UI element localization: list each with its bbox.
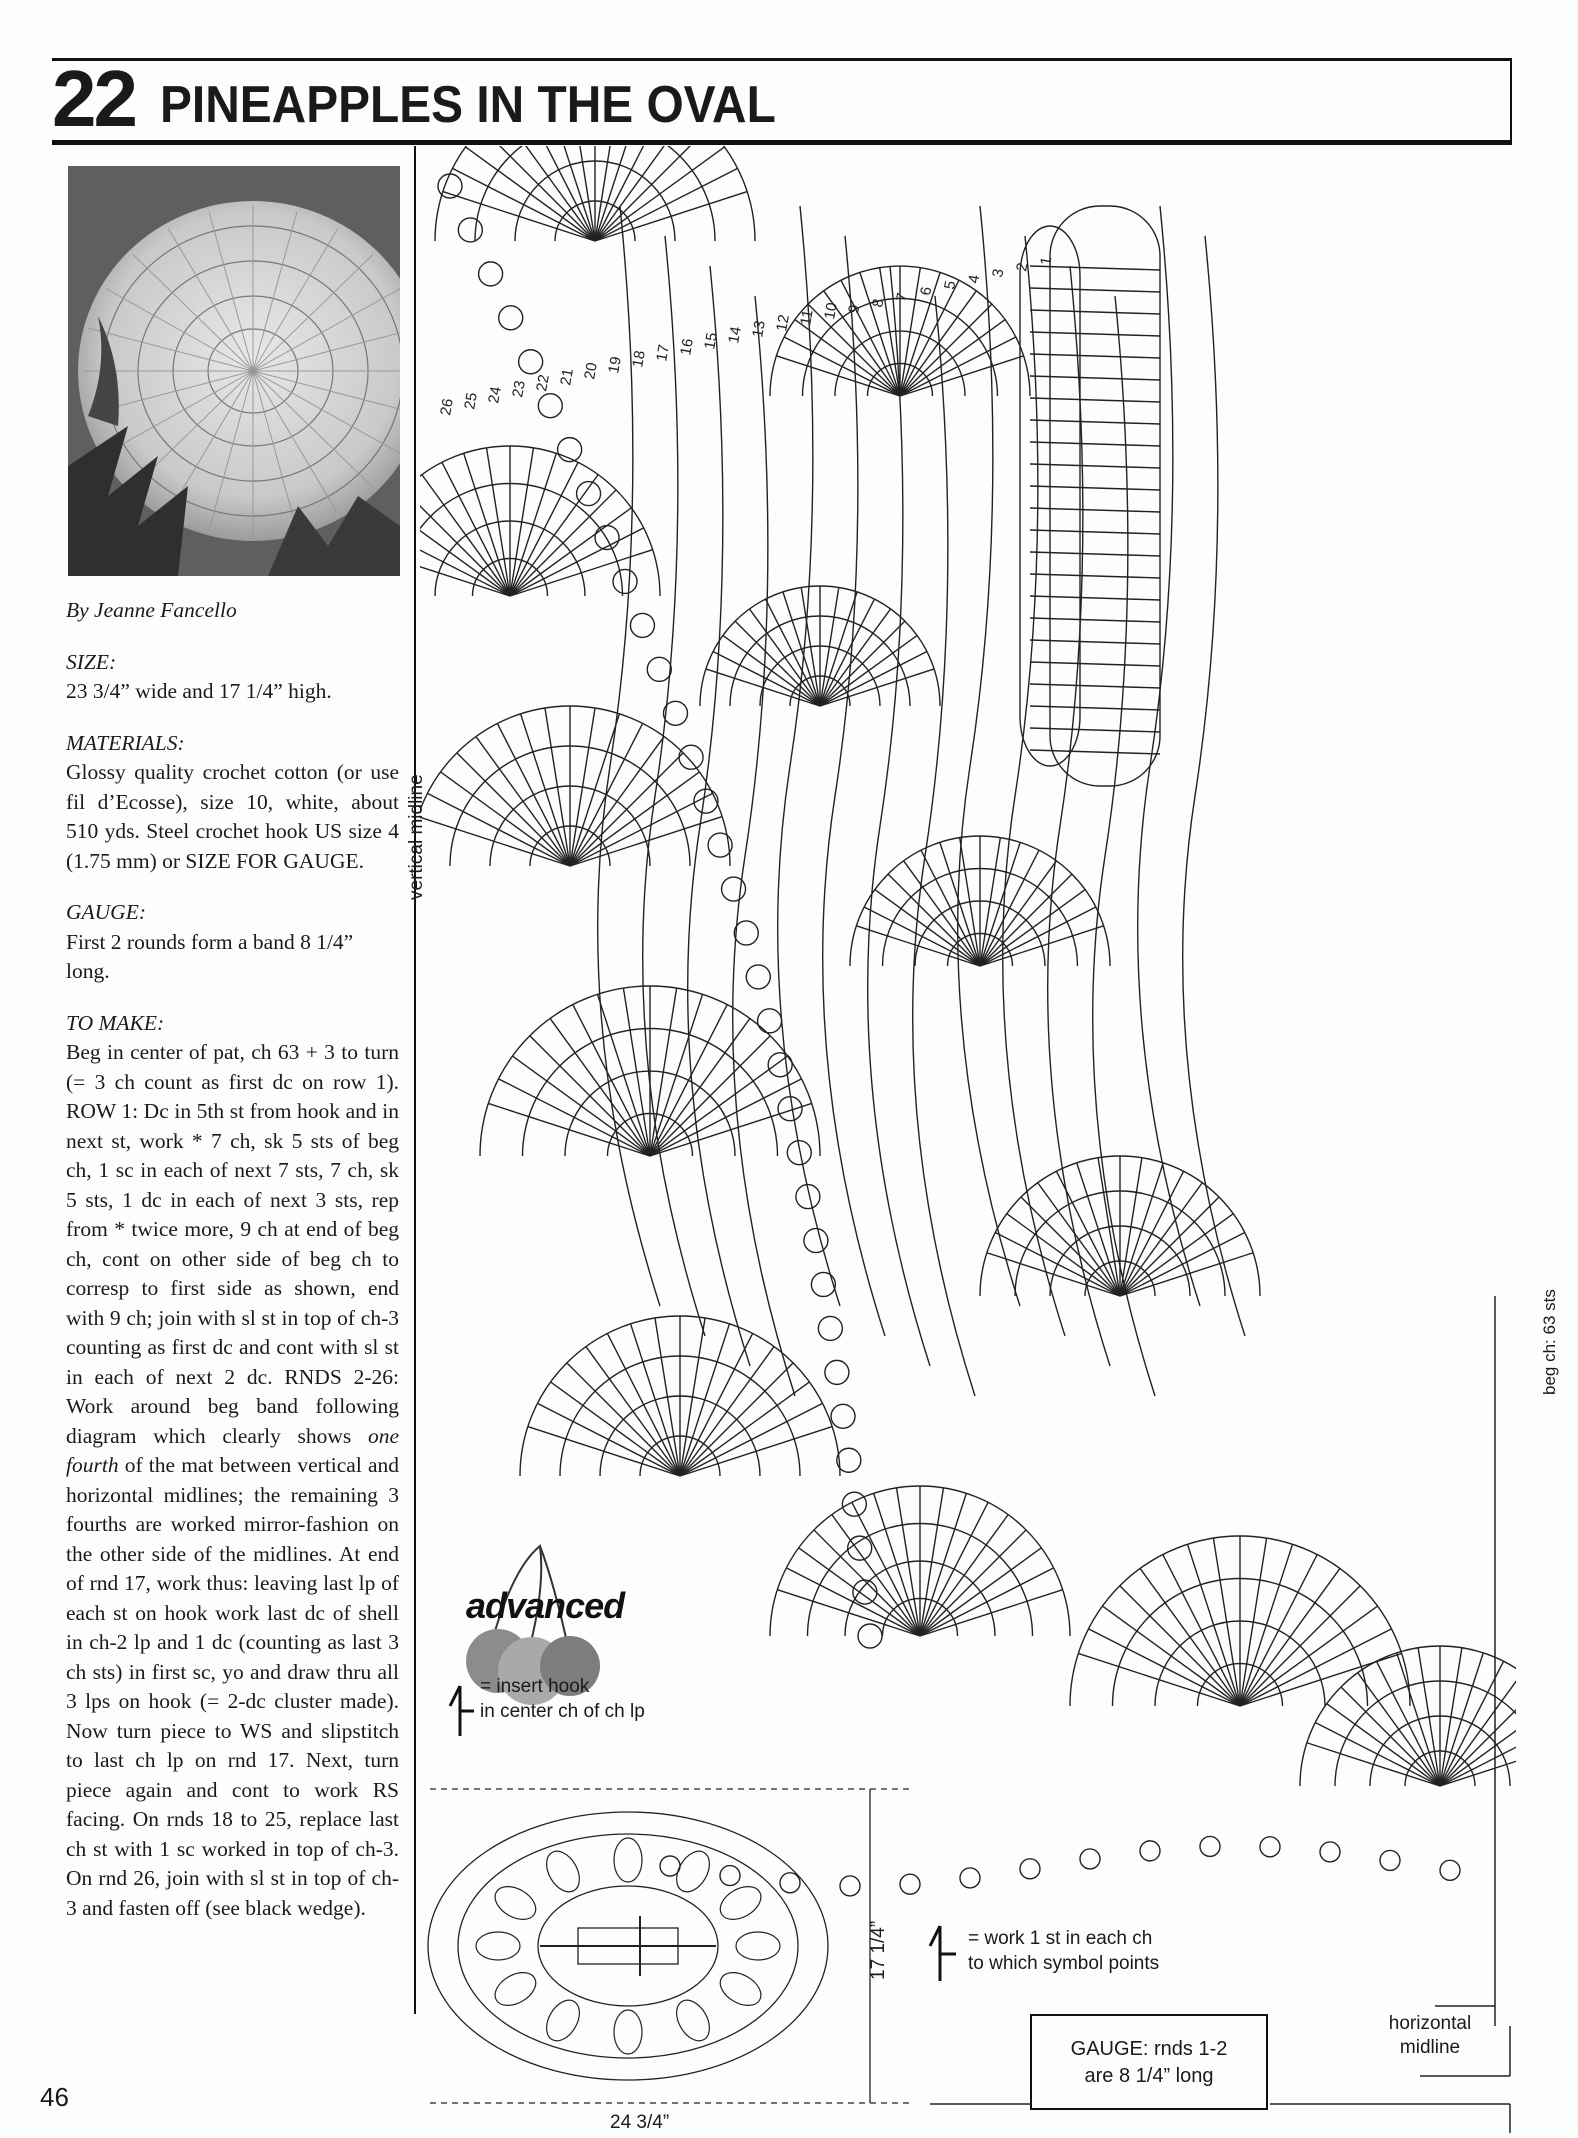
round-number: 12 — [773, 313, 793, 333]
mini-oval-diagram — [428, 1789, 910, 2103]
pattern-number: 22 — [52, 54, 135, 143]
tomake-text-2: of the mat between vertical and horizontal midlines; the remaining 3 fourths are worked mirror-fashion on the other side of the midlines. At end of rnd 17, work thus: leaving last lp of each st on hook work last dc of shell in ch-2 lp and 1 dc (counting as last 3 ch sts) in first sc, yo and draw thru all 3 lps on hook (= 2-dc cluster made). Now turn piece to WS and slipstitch to last ch lp on rnd 17. Next, turn piece again and cont to work RS facing. On rnds 18 to 25, replace last ch st with 1 sc worked in top of ch-3. On rnd 26, join with sl st in top of ch-3 and fasten off (see black wedge). — [66, 1453, 400, 1920]
round-number: 16 — [677, 337, 697, 357]
round-number: 19 — [605, 355, 625, 375]
round-number: 11 — [797, 308, 817, 327]
gauge-heading: GAUGE: — [66, 900, 147, 924]
size-heading: SIZE: — [66, 649, 117, 674]
legend-insert-line1: = insert hook — [480, 1676, 590, 1697]
round-number: 2 — [1013, 261, 1032, 273]
gauge-box-line1: GAUGE: rnds 1-2 — [1070, 2038, 1228, 2060]
round-number: 5 — [941, 279, 960, 291]
round-number: 20 — [581, 361, 601, 381]
round-number: 21 — [557, 367, 577, 387]
vertical-midline-label: vertical midline — [406, 774, 427, 900]
round-number: 24 — [485, 385, 505, 405]
round-number: 22 — [533, 373, 553, 393]
legend-insert-hook — [480, 1674, 645, 1724]
pattern-title: PINEAPPLES IN THE OVAL — [160, 76, 776, 134]
doily-photo — [68, 166, 400, 576]
page-number: 46 — [40, 2082, 69, 2112]
gauge-box — [1030, 2014, 1268, 2110]
tomake-text — [66, 1038, 399, 1923]
tomake-heading: TO MAKE: — [66, 1010, 165, 1035]
insert-hook-symbol — [450, 1686, 474, 1736]
work-each-ch-symbol — [930, 1926, 956, 1981]
gauge-text: First 2 rounds form a band 8 1/4” long. — [66, 929, 354, 983]
difficulty-badge: advanced — [466, 1585, 625, 1626]
crochet-diagram — [420, 146, 1516, 2133]
size-text: 23 3/4” wide and 17 1/4” high. — [66, 679, 332, 703]
round-number: 3 — [989, 267, 1008, 279]
round-number: 17 — [653, 343, 673, 363]
round-number: 1 — [1037, 255, 1056, 267]
height-dimension: 17 1/4” — [868, 1920, 889, 1980]
gauge-box-line2: are 8 1/4” long — [1084, 2065, 1214, 2087]
round-number: 18 — [629, 349, 649, 369]
round-number: 7 — [893, 291, 912, 303]
beg-ch-label: beg ch: 63 sts — [1540, 1289, 1559, 1395]
round-number: 26 — [437, 397, 457, 417]
round-number: 6 — [917, 285, 936, 297]
legend-work-line2: to which symbol points — [968, 1953, 1160, 1974]
horizontal-midline-label — [1370, 2012, 1490, 2060]
tomake-emphasis: one fourth — [66, 1423, 400, 1477]
legend-insert-line2: in center ch of ch lp — [480, 1701, 645, 1722]
round-number: 13 — [749, 319, 769, 339]
byline: By Jeanne Fancello — [66, 598, 237, 622]
round-number: 10 — [821, 301, 841, 321]
tomake-text-1: Beg in center of pat, ch 63 + 3 to turn (= 3 ch count as first dc on row 1). ROW 1: Dc in 5th st from hook and in next st, work * 7 ch, sk 5 sts of beg ch, 1 sc in each of next 7 sts, 7 ch, sk 5 sts, 1 dc in each of next 3 sts, rep from * twice more, 9 ch at end of beg ch, cont on other side of beg ch to corresp to first side as shown, end with 9 ch; join with sl st in top of ch-3 counting as first dc and cont with sl st in each of next 2 dc. RNDS 2-26: Work around beg band following diagram which clearly shows — [66, 1040, 399, 1448]
round-number: 15 — [701, 331, 721, 351]
round-number: 25 — [461, 391, 481, 411]
round-number: 23 — [509, 379, 529, 399]
title-rule — [52, 140, 1512, 145]
legend-work-each-ch — [968, 1926, 1159, 1976]
round-number: 8 — [869, 297, 888, 309]
horizontal-midline-line2: midline — [1399, 2037, 1461, 2058]
round-number: 14 — [725, 325, 745, 345]
round-number: 9 — [845, 303, 864, 315]
instructions-text — [66, 596, 399, 1923]
horizontal-midline-line1: horizontal — [1388, 2013, 1472, 2034]
legend-work-line1: = work 1 st in each ch — [968, 1928, 1153, 1949]
materials-text: Glossy quality crochet cotton (or use fil d’Ecosse), size 10, white, about 510 yds. Steel crochet hook US size 4 (1.75 mm) or SIZE FOR GAUGE. — [66, 760, 399, 873]
round-number: 4 — [965, 273, 984, 285]
width-dimension: 24 3/4” — [610, 2112, 670, 2133]
materials-heading: MATERIALS: — [66, 730, 185, 755]
